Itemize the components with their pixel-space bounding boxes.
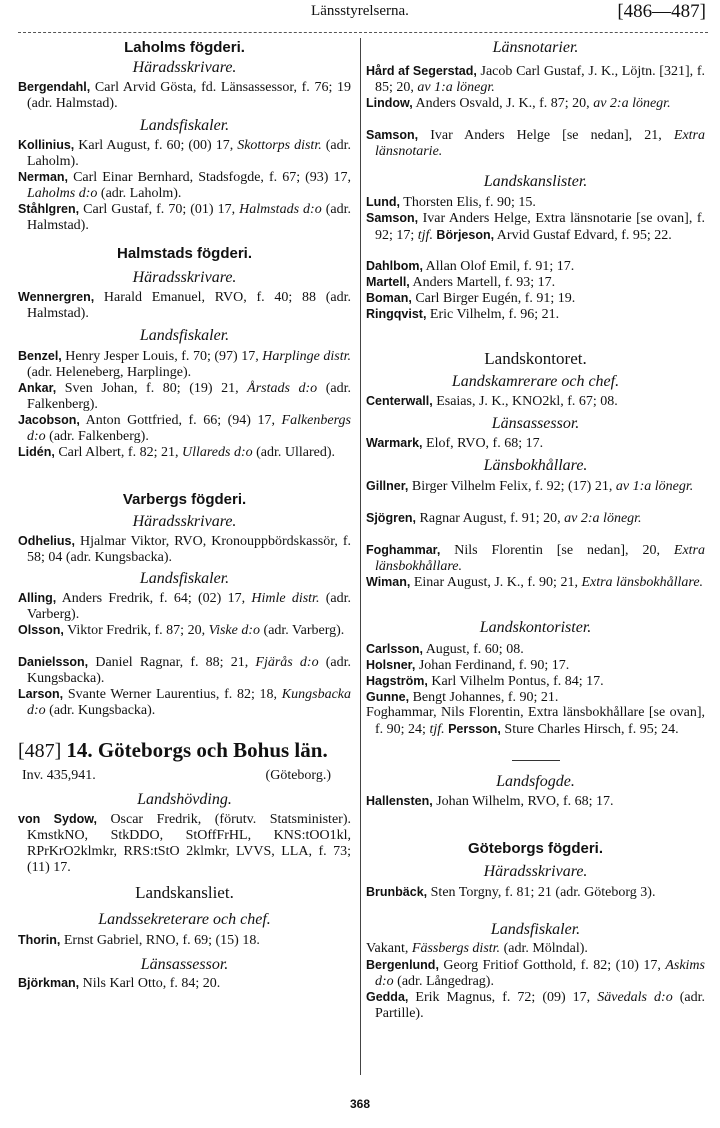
person-entry xyxy=(366,478,705,495)
section-page-range: [486—487] xyxy=(617,1,706,22)
italic-note: Ullareds d:o xyxy=(181,445,253,460)
entry-text: Karl Vilhelm Pontus, f. 84; 17. xyxy=(427,674,604,689)
entry-text: Ivar Anders Helge [se nedan], 21, xyxy=(418,128,674,143)
person-entry xyxy=(18,686,351,719)
surname: Gunne, xyxy=(366,690,410,704)
entry-text: (adr. Partille). xyxy=(375,990,706,1021)
running-header-title: Länsstyrelserna. xyxy=(311,3,409,19)
office-title: Landssekreterare och chef. xyxy=(98,911,271,928)
office-title: Länsassessor. xyxy=(491,415,580,432)
italic-note: Himle distr. xyxy=(251,591,320,606)
entry-text: (adr. Laholm). xyxy=(97,186,182,201)
person-entry xyxy=(366,63,705,96)
italic-note: Skottorps distr. xyxy=(237,138,322,153)
italic-note: tjf. xyxy=(429,722,445,737)
italic-note: Falkenbergs d:o xyxy=(27,413,351,444)
person-entry xyxy=(366,258,705,275)
italic-note: Fjärås d:o xyxy=(255,655,319,670)
entry-text: Johan Ferdinand, f. 90; 17. xyxy=(415,658,570,673)
person-entry xyxy=(366,689,705,706)
surname: Samson, xyxy=(366,128,419,142)
surname: Holsner, xyxy=(366,658,416,672)
entry-text: Svante Werner Laurentius, f. 82; 18, xyxy=(63,687,282,702)
italic-note: tjf. xyxy=(417,228,433,243)
person-entry xyxy=(366,393,705,410)
person-entry xyxy=(366,194,705,211)
italic-note: av 1:a lönegr. xyxy=(615,479,694,494)
entry-text: Nils Karl Otto, f. 84; 20. xyxy=(79,976,221,991)
entry-text: Jacob Carl Gustaf, J. K., Löjtn. [321], f. 85; 20, xyxy=(375,64,705,95)
italic-note: av 2:a lönegr. xyxy=(564,511,642,526)
surname: Warmark, xyxy=(366,436,423,450)
district-heading: Halmstads fögderi. xyxy=(116,245,253,262)
surname: Börjeson, xyxy=(432,228,495,242)
entry-text: Anders Osvald, J. K., f. 87; 20, xyxy=(412,96,594,111)
entry-text: Einar August, J. K., f. 90; 21, xyxy=(410,575,582,590)
person-entry xyxy=(18,932,351,949)
person-entry xyxy=(18,380,351,413)
office-title: Landsfiskaler. xyxy=(139,570,230,587)
entry-text: (adr. Ullared). xyxy=(252,445,336,460)
surname: Boman, xyxy=(366,291,412,305)
office-title: Landshövding. xyxy=(137,791,232,808)
entry-text: Thorsten Elis, f. 90; 15. xyxy=(400,195,536,210)
person-entry xyxy=(18,348,351,381)
person-entry xyxy=(18,590,351,623)
entry-text: (adr. Falkenberg). xyxy=(45,429,149,444)
office-title: Häradsskrivare. xyxy=(132,269,237,286)
surname: Kollinius, xyxy=(18,138,75,152)
entry-text: (adr. Kungsbacka). xyxy=(27,655,352,686)
person-entry xyxy=(366,210,705,244)
entry-text: Foghammar, Nils Florentin, Extra länsbokhållare [se ovan], f. 90; 24; xyxy=(366,705,705,737)
county-heading xyxy=(18,738,351,763)
person-entry xyxy=(366,290,705,307)
section-heading: Landskansliet. xyxy=(135,883,234,902)
person-entry xyxy=(366,542,705,575)
person-entry xyxy=(366,95,705,112)
italic-note: av 1:a lönegr. xyxy=(417,80,495,95)
person-entry xyxy=(18,811,351,876)
surname: Dahlbom, xyxy=(366,259,423,273)
district-heading: Laholms fögderi. xyxy=(124,39,245,56)
entry-text: (adr. Laholm). xyxy=(27,138,352,169)
surname: Lindow, xyxy=(366,96,413,110)
surname: Hagström, xyxy=(366,674,428,688)
entry-text: Carl Birger Eugén, f. 91; 19. xyxy=(411,291,576,306)
entry-text: Arvid Gustaf Edvard, f. 95; 22. xyxy=(494,228,672,243)
entry-text: Vakant, xyxy=(366,941,412,956)
entry-text: Anders Fredrik, f. 64; (02) 17, xyxy=(56,591,252,606)
person-entry xyxy=(366,884,705,901)
office-title: Länsassessor. xyxy=(140,956,229,973)
surname: Martell, xyxy=(366,275,410,289)
entry-text: Hjalmar Viktor, RVO, Kronouppbördskassör, f. 58; 04 (adr. Kungsbacka). xyxy=(27,534,351,565)
italic-note: Extra länsnotarie. xyxy=(375,128,705,159)
surname: Ringqvist, xyxy=(366,307,427,321)
entry-text: Carl Albert, f. 82; 21, xyxy=(54,445,182,460)
person-entry xyxy=(18,533,351,566)
surname: Samson, xyxy=(366,211,419,225)
surname: Bergenlund, xyxy=(366,958,439,972)
office-title: Landskontorister. xyxy=(479,619,592,636)
surname: Olsson, xyxy=(18,623,64,637)
surname: Gedda, xyxy=(366,990,409,1004)
entry-text: (adr. Kungsbacka). xyxy=(45,703,156,718)
entry-text: (adr. Varberg). xyxy=(260,623,345,638)
entry-text: Inv. 435,941. xyxy=(22,768,96,783)
surname: Björkman, xyxy=(18,976,80,990)
person-entry xyxy=(366,957,705,990)
person-entry xyxy=(366,705,705,738)
entry-text: Henry Jesper Louis, f. 70; (97) 17, xyxy=(61,349,263,364)
entry-text: (adr. Långedrag). xyxy=(393,974,494,989)
person-entry xyxy=(366,274,705,291)
entry-text: Carl Arvid Gösta, fd. Länsassessor, f. 76; 19 (adr. Halmstad). xyxy=(27,80,351,111)
person-entry xyxy=(366,989,705,1022)
italic-note: av 2:a lönegr. xyxy=(593,96,671,111)
italic-note: Extra länsbokhållare. xyxy=(375,543,705,574)
person-entry xyxy=(18,622,351,639)
entry-text: Johan Wilhelm, RVO, f. 68; 17. xyxy=(432,794,614,809)
italic-note: Viske d:o xyxy=(208,623,261,638)
surname: Wennergren, xyxy=(18,290,95,304)
person-entry xyxy=(366,641,705,658)
entry-text: (adr. Mölndal). xyxy=(500,941,588,956)
surname: 14. Göteborgs och Bohus län. xyxy=(66,738,328,762)
italic-note: Askims d:o xyxy=(375,958,705,989)
surname: Danielsson, xyxy=(18,655,89,669)
surname: Thorin, xyxy=(18,933,61,947)
italic-note: Extra länsbokhållare. xyxy=(581,575,704,590)
office-title: Landsfiskaler. xyxy=(139,327,230,344)
entry-text: Allan Olof Emil, f. 91; 17. xyxy=(422,259,575,274)
person-entry xyxy=(366,941,705,957)
office-title: Landsfiskaler. xyxy=(139,117,230,134)
surname: Brunbäck, xyxy=(366,885,428,899)
entry-text: Viktor Fredrik, f. 87; 20, xyxy=(63,623,209,638)
entry-text: Bengt Johannes, f. 90; 21. xyxy=(409,690,559,705)
entry-text: Esaias, J. K., KNO2kl, f. 67; 08. xyxy=(432,394,618,409)
entry-text: (adr. Varberg). xyxy=(27,591,351,622)
district-heading: Göteborgs fögderi. xyxy=(468,840,603,857)
person-entry xyxy=(366,127,705,160)
surname: Jacobson, xyxy=(18,413,80,427)
person-entry xyxy=(18,444,351,461)
person-entry xyxy=(18,412,351,445)
entry-text: Karl August, f. 60; (00) 17, xyxy=(74,138,238,153)
person-entry xyxy=(366,306,705,323)
header-rule xyxy=(18,32,708,33)
person-entry xyxy=(18,975,351,992)
entry-text: Oscar Fredrik, (förutv. Statsminister). KmstkNO, StkDDO, StOffFrHL, KNS:tOO1kl, RPrKrO2klmkr, RRS:tStO 2klmkr, LVVS, LLA, f. 73; (11) 17. xyxy=(27,812,351,875)
entry-text: Carl Einar Bernhard, Stadsfogde, f. 67; (93) 17, xyxy=(68,170,351,185)
entry-text: Harald Emanuel, RVO, f. 40; 88 (adr. Halmstad). xyxy=(27,290,351,321)
entry-text: Anton Gottfried, f. 66; (94) 17, xyxy=(79,413,282,428)
office-title: Länsbokhållare. xyxy=(483,457,588,474)
surname: Hård af Segerstad, xyxy=(366,64,477,78)
entry-text: (adr. Falkenberg). xyxy=(27,381,352,412)
person-entry xyxy=(366,673,705,690)
italic-note: Halmstads d:o xyxy=(239,202,322,217)
entry-text: Sven Johan, f. 80; (19) 21, xyxy=(56,381,248,396)
italic-note: Kungsbacka d:o xyxy=(27,687,351,718)
entry-text: Georg Fritiof Gotthold, f. 82; (10) 17, xyxy=(438,958,666,973)
entry-text: Daniel Ragnar, f. 88; 21, xyxy=(88,655,256,670)
surname: Hallensten, xyxy=(366,794,433,808)
entry-text: [487] xyxy=(18,740,67,762)
short-rule-line xyxy=(512,760,560,761)
entry-text: Elof, RVO, f. 68; 17. xyxy=(422,436,544,451)
entry-text: Anders Martell, f. 93; 17. xyxy=(409,275,556,290)
person-entry xyxy=(18,201,351,234)
surname: Carlsson, xyxy=(366,642,423,656)
surname: Centerwall, xyxy=(366,394,433,408)
person-entry xyxy=(18,79,351,112)
surname: Ståhlgren, xyxy=(18,202,80,216)
person-entry xyxy=(366,435,705,452)
district-heading: Varbergs fögderi. xyxy=(122,491,247,508)
surname: Lidén, xyxy=(18,445,55,459)
section-heading: Landskontoret. xyxy=(484,349,587,368)
entry-text: Nils Florentin [se nedan], 20, xyxy=(440,543,674,558)
office-title: Landsfiskaler. xyxy=(490,921,581,938)
person-entry xyxy=(18,137,351,170)
surname: Nerman, xyxy=(18,170,69,184)
entry-text: August, f. 60; 08. xyxy=(422,642,524,657)
surname: Bergendahl, xyxy=(18,80,91,94)
italic-note: Sävedals d:o xyxy=(597,990,673,1005)
office-title: Häradsskrivare. xyxy=(132,59,237,76)
person-entry xyxy=(18,654,351,687)
italic-note: Laholms d:o xyxy=(27,186,98,201)
entry-text: Sture Charles Hirsch, f. 95; 24. xyxy=(500,722,679,737)
entry-text: Ragnar August, f. 91; 20, xyxy=(416,511,565,526)
column-divider xyxy=(360,38,361,1075)
italic-note: Fässbergs distr. xyxy=(411,941,501,956)
person-entry xyxy=(18,169,351,202)
entry-text: Ivar Anders Helge, Extra länsnotarie [se ovan], f. 92; 17; xyxy=(375,211,705,243)
entry-text: Eric Vilhelm, f. 96; 21. xyxy=(426,307,560,322)
surname: Larson, xyxy=(18,687,64,701)
entry-text: (Göteborg.) xyxy=(265,768,331,783)
office-title: Häradsskrivare. xyxy=(132,513,237,530)
surname: Ankar, xyxy=(18,381,57,395)
office-title: Länsnotarier. xyxy=(492,39,579,56)
person-entry xyxy=(366,657,705,674)
person-entry xyxy=(18,289,351,322)
italic-note: Årstads d:o xyxy=(247,381,318,396)
entry-text: Birger Vilhelm Felix, f. 92; (17) 21, xyxy=(408,479,616,494)
office-title: Landskanslister. xyxy=(483,173,588,190)
surname: Gillner, xyxy=(366,479,409,493)
entry-text: Sten Torgny, f. 81; 21 (adr. Göteborg 3). xyxy=(427,885,656,900)
entry-text: (adr. Heleneberg, Harplinge). xyxy=(27,365,192,380)
population-line xyxy=(18,768,351,784)
office-title: Häradsskrivare. xyxy=(483,863,588,880)
entry-text: (adr. Halmstad). xyxy=(27,202,352,233)
person-entry xyxy=(366,793,705,810)
entry-text: Erik Magnus, f. 72; (09) 17, xyxy=(408,990,598,1005)
surname: Persson, xyxy=(444,722,501,736)
italic-note: Harplinge distr. xyxy=(262,349,351,364)
entry-text: Carl Gustaf, f. 70; (01) 17, xyxy=(79,202,240,217)
surname: Alling, xyxy=(18,591,57,605)
surname: Sjögren, xyxy=(366,511,417,525)
surname: Foghammar, xyxy=(366,543,441,557)
entry-text: Ernst Gabriel, RNO, f. 69; (15) 18. xyxy=(60,933,260,948)
surname: Benzel, xyxy=(18,349,62,363)
person-entry xyxy=(366,510,705,527)
office-title: Landsfogde. xyxy=(496,773,575,790)
office-title: Landskamrerare och chef. xyxy=(451,373,620,390)
surname: von Sydow, xyxy=(18,812,97,826)
surname: Odhelius, xyxy=(18,534,75,548)
page-number: 368 xyxy=(349,1097,371,1111)
surname: Wiman, xyxy=(366,575,411,589)
surname: Lund, xyxy=(366,195,401,209)
person-entry xyxy=(366,574,705,591)
